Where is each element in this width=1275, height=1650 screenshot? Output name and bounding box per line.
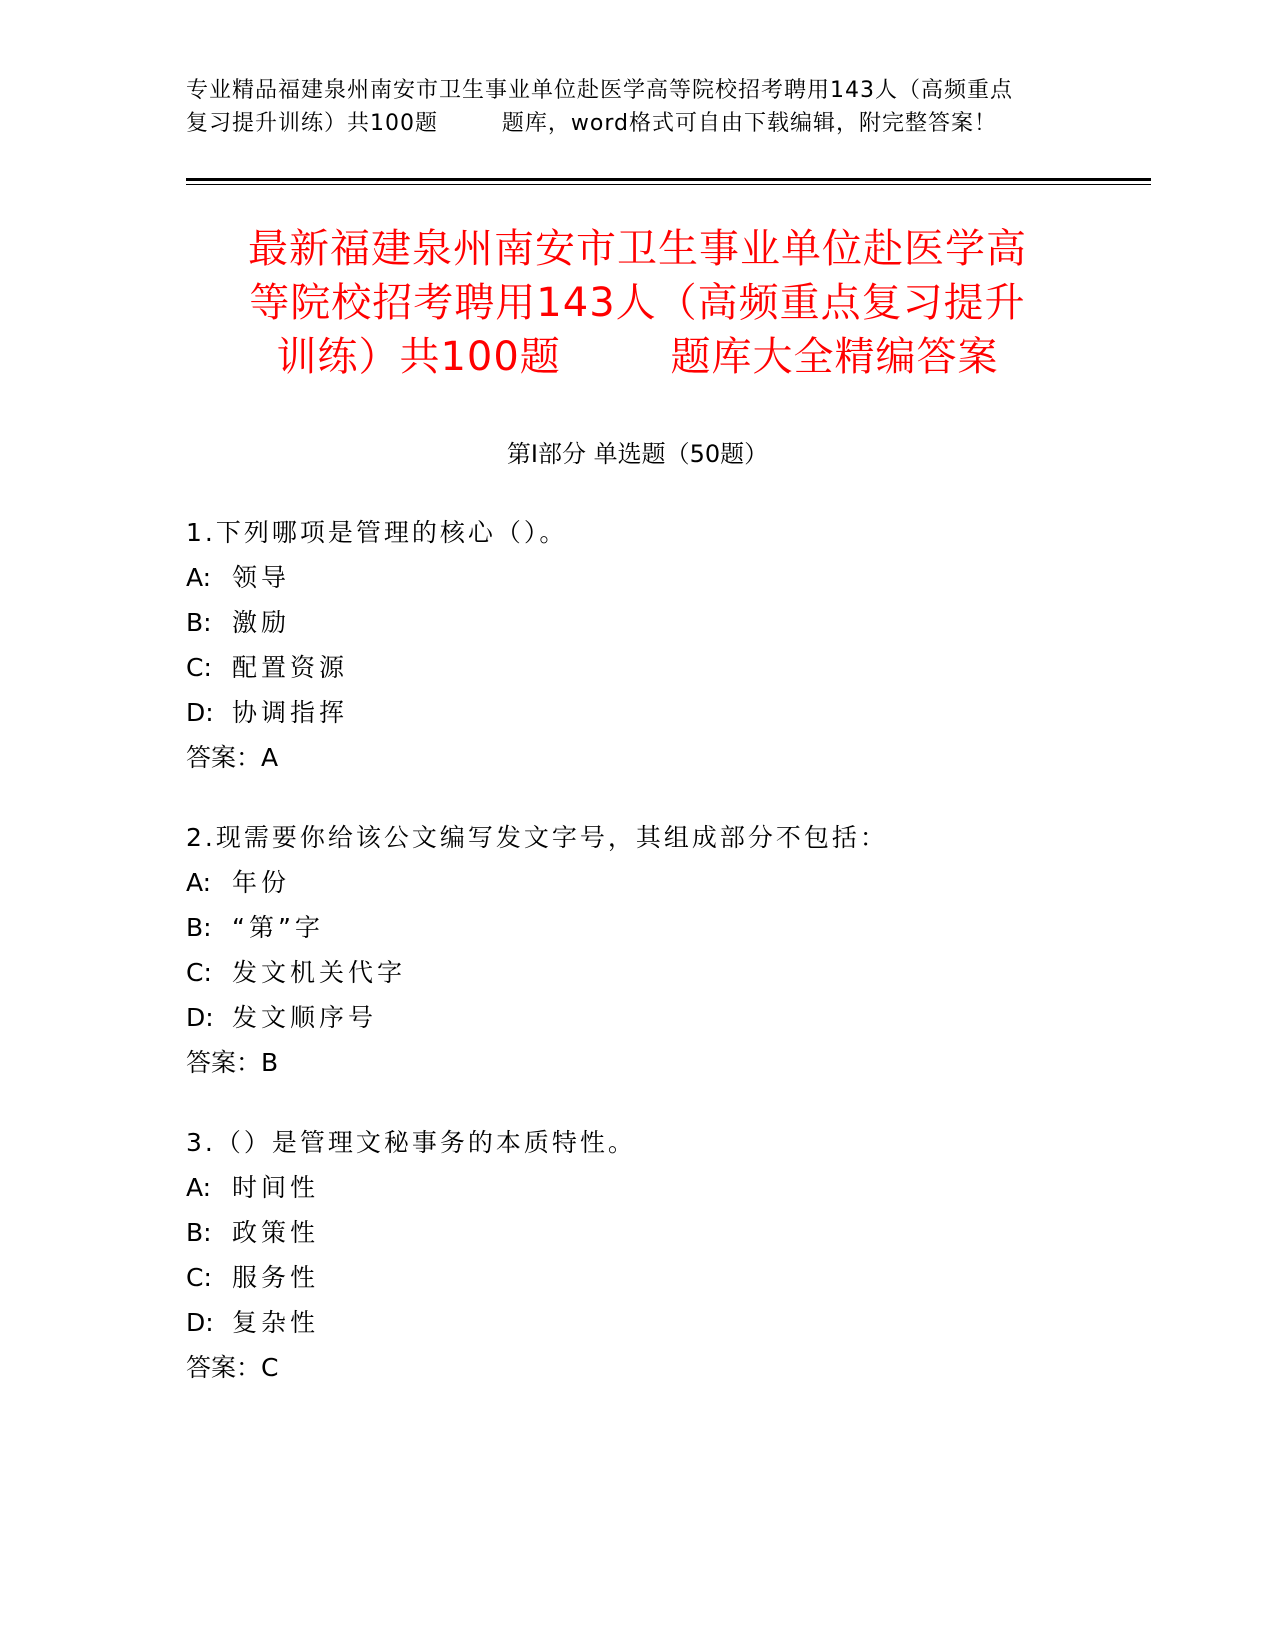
question-stem: 2.现需要你给该公文编写发文字号，其组成部分不包括： (186, 823, 888, 852)
option-a (186, 1165, 1186, 1210)
option-b (186, 1210, 1186, 1255)
option-key: D: (186, 1003, 214, 1032)
question-item (186, 1120, 1186, 1390)
answer-line: 答案：C (186, 1353, 279, 1382)
option-text: 领导 (232, 563, 291, 592)
answer-line: 答案：B (186, 1048, 279, 1077)
option-b (186, 600, 1186, 645)
option-c (186, 1255, 1186, 1300)
option-key: B: (186, 608, 212, 637)
option-key: C: (186, 1263, 212, 1292)
question-stem: 3.（）是管理文秘事务的本质特性。 (186, 1128, 636, 1157)
document-header (186, 74, 1086, 140)
option-a (186, 555, 1186, 600)
option-key: A: (186, 563, 212, 592)
option-d (186, 995, 1186, 1040)
option-key: A: (186, 1173, 212, 1202)
document-title (160, 222, 1115, 384)
option-text: 服务性 (232, 1263, 320, 1292)
option-c (186, 645, 1186, 690)
option-text: 协调指挥 (232, 698, 349, 727)
header-divider-thick (186, 178, 1151, 181)
option-d (186, 690, 1186, 735)
option-key: D: (186, 1308, 214, 1337)
option-a (186, 860, 1186, 905)
question-item (186, 815, 1186, 1085)
option-text: 发文顺序号 (232, 1003, 378, 1032)
option-key: B: (186, 1218, 212, 1247)
option-text: 发文机关代字 (232, 958, 407, 987)
option-key: C: (186, 958, 212, 987)
section-title: 第Ⅰ部分 单选题（50题） (506, 440, 769, 468)
answer-line: 答案：A (186, 743, 279, 772)
option-b (186, 905, 1186, 950)
option-text: 政策性 (232, 1218, 320, 1247)
option-text: 复杂性 (232, 1308, 320, 1337)
option-d (186, 1300, 1186, 1345)
option-key: A: (186, 868, 212, 897)
title-line-2: 等院校招考聘用143人（高频重点复习提升 (249, 280, 1026, 326)
option-text: 年份 (232, 868, 291, 897)
option-text: “第”字 (232, 913, 324, 942)
title-line-3: 训练）共100题 题库大全精编答案 (276, 334, 999, 380)
title-line-1: 最新福建泉州南安市卫生事业单位赴医学高 (248, 226, 1027, 272)
question-item (186, 510, 1186, 780)
option-key: C: (186, 653, 212, 682)
option-text: 激励 (232, 608, 291, 637)
option-key: B: (186, 913, 212, 942)
header-line-1: 专业精品福建泉州南安市卫生事业单位赴医学高等院校招考聘用143人（高频重点 (186, 78, 1013, 103)
header-divider-thin (186, 184, 1151, 185)
option-text: 配置资源 (232, 653, 349, 682)
option-c (186, 950, 1186, 995)
option-text: 时间性 (232, 1173, 320, 1202)
header-line-2: 复习提升训练）共100题 题库，word格式可自由下载编辑，附完整答案！ (186, 111, 998, 136)
option-key: D: (186, 698, 214, 727)
question-stem: 1.下列哪项是管理的核心（）。 (186, 518, 568, 547)
